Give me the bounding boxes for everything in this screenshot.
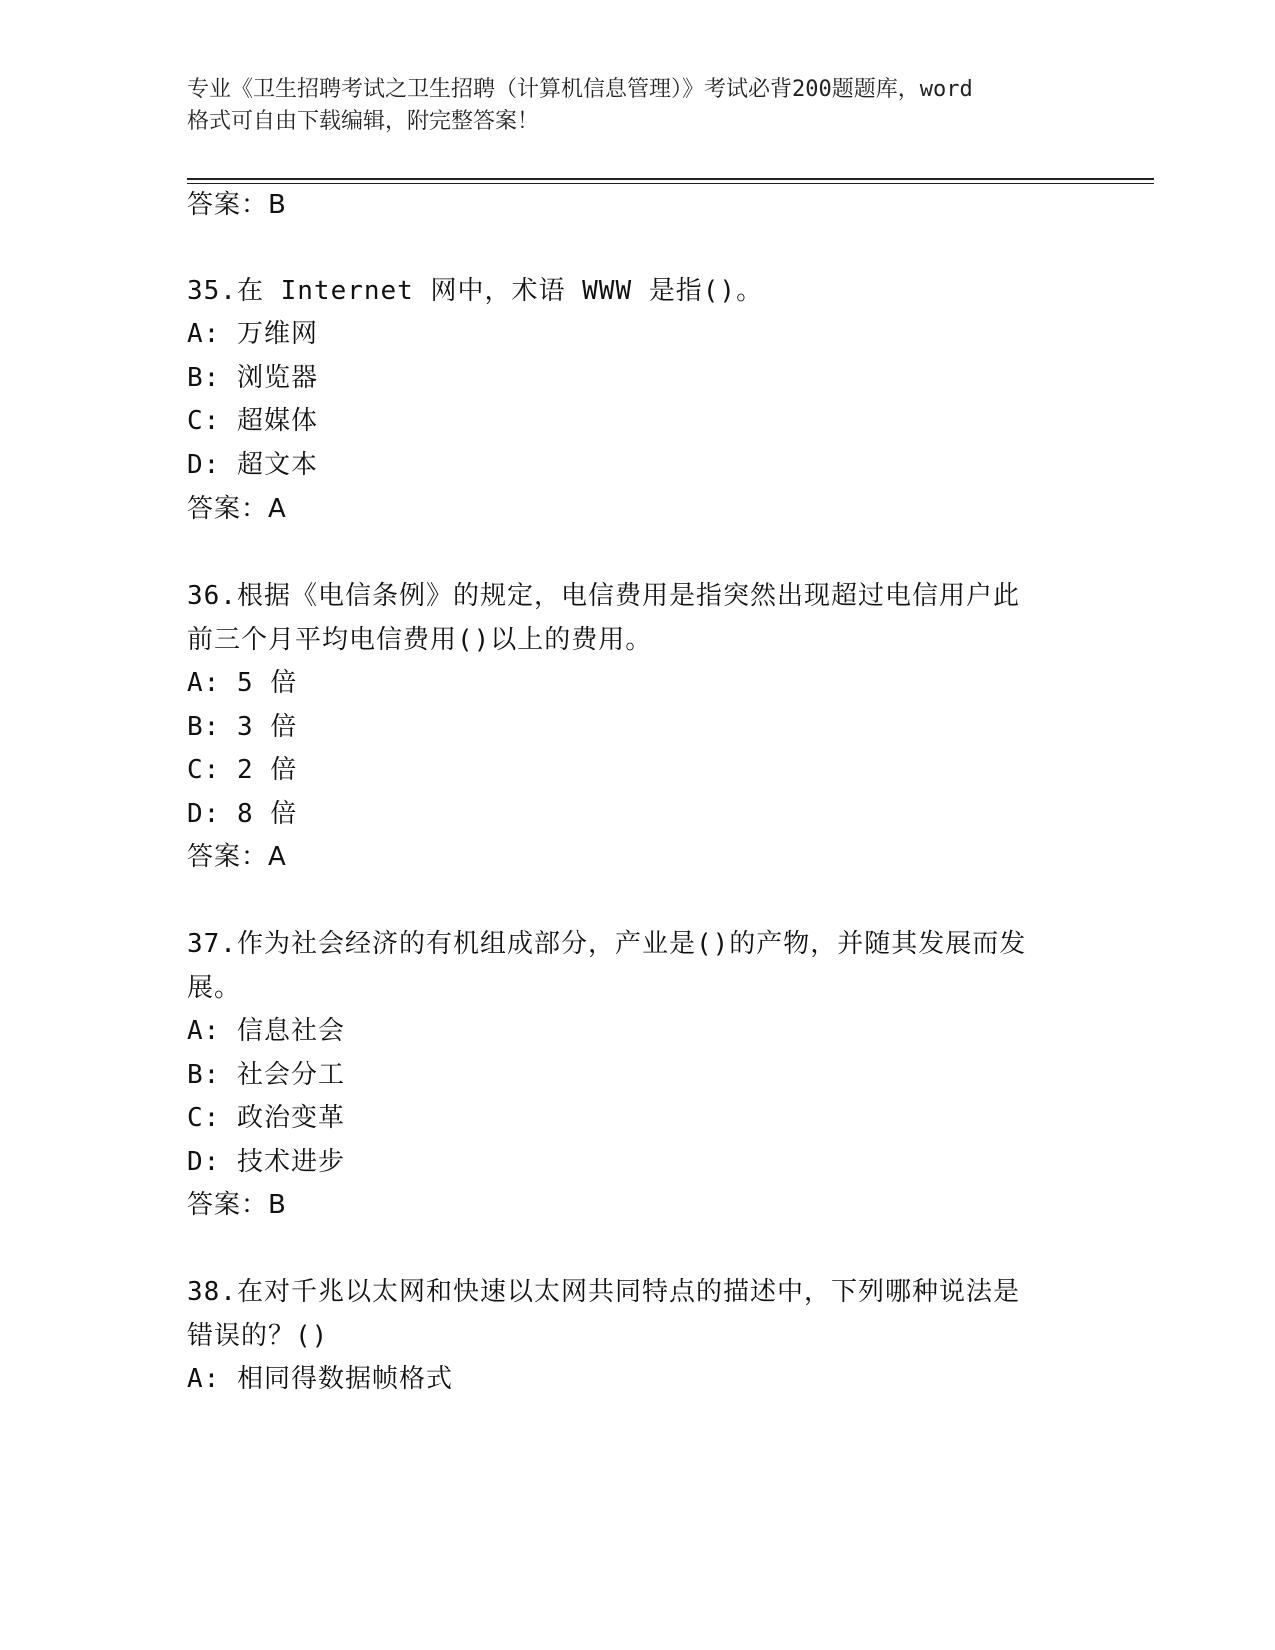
option-b: B: 浏览器 (187, 363, 318, 393)
question-stem-continued: 错误的？() (187, 1321, 329, 1351)
question-stem: 37.作为社会经济的有机组成部分，产业是()的产物，并随其发展而发 (187, 929, 1027, 959)
document-header (187, 74, 1087, 138)
answer-line: 答案：A (187, 494, 287, 524)
option-a: A: 5 倍 (187, 668, 298, 698)
question-stem: 38.在对千兆以太网和快速以太网共同特点的描述中，下列哪种说法是 (187, 1277, 1020, 1307)
answer-line: 答案：B (187, 190, 287, 220)
question-stem: 35.在 Internet 网中，术语 WWW 是指()。 (187, 276, 764, 306)
option-d: D: 超文本 (187, 450, 318, 480)
option-b: B: 社会分工 (187, 1060, 345, 1090)
option-c: C: 政治变革 (187, 1103, 345, 1133)
option-a: A: 相同得数据帧格式 (187, 1364, 453, 1394)
header-divider-thick (187, 178, 1154, 180)
option-a: A: 信息社会 (187, 1016, 345, 1046)
question-stem-continued: 展。 (187, 973, 242, 1003)
option-c: C: 2 倍 (187, 755, 298, 785)
option-a: A: 万维网 (187, 319, 318, 349)
option-d: D: 技术进步 (187, 1147, 345, 1177)
header-line-1: 专业《卫生招聘考试之卫生招聘（计算机信息管理）》考试必背200题题库，word (187, 77, 973, 102)
option-c: C: 超媒体 (187, 406, 318, 436)
answer-line: 答案：A (187, 842, 287, 872)
header-line-2: 格式可自由下载编辑，附完整答案！ (187, 109, 540, 134)
answer-line: 答案：B (187, 1190, 287, 1220)
question-stem-continued: 前三个月平均电信费用()以上的费用。 (187, 625, 653, 655)
header-divider-thin (187, 183, 1154, 184)
option-b: B: 3 倍 (187, 712, 298, 742)
question-stem: 36.根据《电信条例》的规定，电信费用是指突然出现超过电信用户此 (187, 581, 1020, 611)
option-d: D: 8 倍 (187, 799, 298, 829)
